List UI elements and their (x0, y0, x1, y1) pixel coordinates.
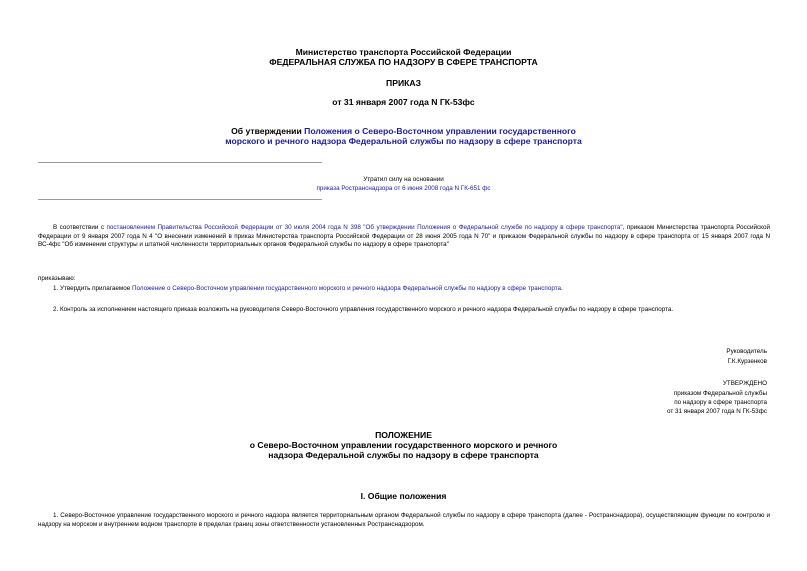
regulation-link[interactable]: Положение о Северо-Восточном управлении государственного морского и речного надзора Федеральной службы по надзору в сфере транспорта (131, 285, 562, 292)
section-paragraph: 1. Северо-Восточное управление государственного морского и речного надзора является территориальным органом Федеральной службы по надзору в сфере транспорта (далее - Ространснадзора), осуществляющим функции по контролю и надзору на морском и внутреннем водном транспорте в пределах границ зоны ответственности установленных Ространснадзором. (38, 512, 770, 528)
government-decree-link[interactable]: постановлением Правительства Российской Федерации от 30 июля 2004 года N 398 "Об утверждении Положения о Федеральной службе по надзору в сфере транспорта" (106, 224, 623, 231)
order-item-text: 1. Утвердить прилагаемое (53, 285, 132, 292)
separator-line (38, 199, 322, 200)
preamble-text: , приказом Министерства транспорта Российской Федерации от 9 января 2007 года N 4 "О внесении изменений в приказ Министерства транспорта Российской Федерации от 28 июня 2005 года N 70" и приказом Федеральной службы по надзору в сфере транспорта от 15 января 2007 года N ВС-4фс "Об изменении структуры и штатной численности территориальных органов Федеральной службы по надзору в сфере транспорта" (38, 224, 771, 249)
document-title-line1 (0, 126, 807, 136)
preamble-text: В соответствии с (53, 224, 107, 231)
revoking-order-link[interactable]: приказа Ространснадзора от 6 июня 2008 года N ГК-651 фс (316, 185, 491, 192)
document-title-line2[interactable]: морского и речного надзора Федеральной службы по надзору в сфере транспорта (225, 136, 582, 146)
revoked-notice: Утратил силу на основании (363, 176, 444, 183)
regulation-subtitle: о Северо-Восточном управлении государственного морского и речного (249, 440, 558, 450)
service-name: ФЕДЕРАЛЬНАЯ СЛУЖБА ПО НАДЗОРУ В СФЕРЕ ТРАНСПОРТА (269, 57, 538, 67)
regulation-heading: ПОЛОЖЕНИЕ (375, 430, 432, 440)
document-date-number: от 31 января 2007 года N ГК-53фс (332, 97, 475, 107)
title-prefix: Об утверждении (231, 126, 305, 136)
order-item-text: . (561, 285, 563, 292)
signatory-position: Руководитель (726, 348, 767, 355)
order-item-2: 2. Контроль за исполнением настоящего приказа возложить на руководителя Северо-Восточного управления государственного морского и речного надзора Федеральной службы по надзору в сфере транспорта. (53, 306, 674, 313)
approved-label: УТВЕРЖДЕНО (722, 380, 767, 387)
regulation-subtitle: надзора Федеральной службы по надзору в сфере транспорта (268, 450, 539, 460)
approved-line: приказом Федеральной службы (673, 390, 767, 397)
approved-line: по надзору в сфере транспорта (674, 399, 767, 406)
section-heading: I. Общие положения (360, 491, 447, 501)
title-link[interactable]: Положения о Северо-Восточном управлении государственного (304, 126, 576, 136)
approved-line: от 31 января 2007 года N ГК-53фс (666, 408, 767, 415)
ministry-name: Министерство транспорта Российской Федерации (295, 47, 512, 57)
order-item-1 (53, 285, 770, 294)
preamble-paragraph (38, 224, 770, 250)
signatory-name: Г.К.Курзенков (727, 358, 767, 365)
document-type: ПРИКАЗ (386, 78, 421, 88)
separator-line (38, 162, 322, 163)
order-word: приказываю: (38, 275, 76, 282)
